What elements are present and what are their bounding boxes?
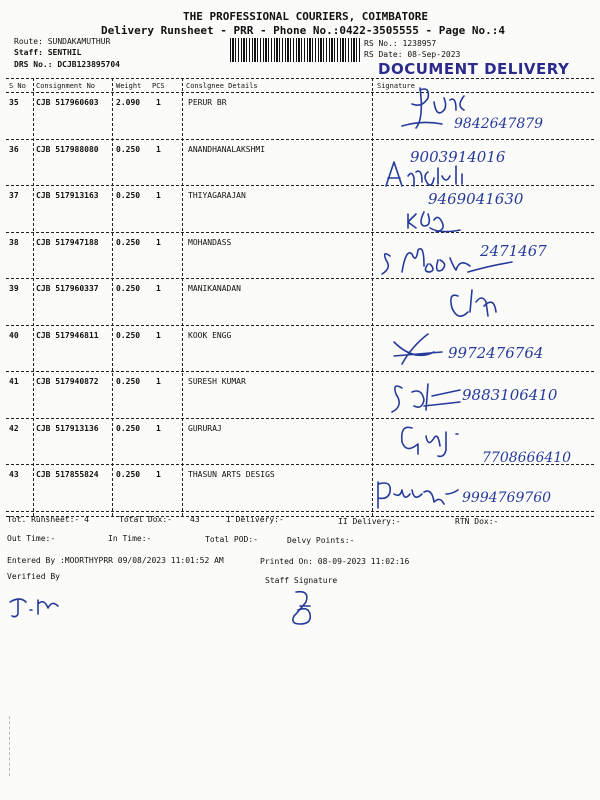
out-time: Out Time:- [7, 534, 56, 543]
row-consignment-no: CJB 517988080 [36, 144, 99, 154]
svg-text:9003914016: 9003914016 [410, 148, 506, 166]
row-pcs: 1 [156, 330, 161, 340]
row-pcs: 1 [156, 423, 161, 433]
document-delivery-stamp: DOCUMENT DELIVERY [378, 60, 570, 78]
i-delivery: I Delivery:- [226, 515, 284, 524]
col-header-signature: Signature [377, 82, 415, 90]
rs-date: RS Date: 08-Sep-2023 [364, 50, 461, 59]
row-sno: 39 [9, 284, 19, 293]
svg-text:2471467: 2471467 [480, 242, 547, 260]
col-separator [33, 78, 34, 516]
row-consignee: THIYAGARAJAN [188, 191, 246, 200]
row-consignee: KOOK ENGG [188, 330, 232, 340]
total-dox-value: 43 [190, 515, 200, 524]
col-header-sno: S No [9, 82, 26, 90]
row-weight: 0.250 [116, 470, 141, 479]
svg-text:9972476764: 9972476764 [448, 344, 544, 362]
table-top-rule [6, 78, 594, 79]
col-header-pcs: PCS [152, 82, 165, 90]
total-pod: Total POD:- [205, 535, 258, 544]
row-sno: 38 [9, 237, 19, 247]
row-weight: 0.250 [116, 284, 141, 293]
staff-signature [286, 588, 326, 628]
row-pcs: 1 [156, 377, 161, 386]
row-sno: 37 [9, 191, 19, 200]
row-consignment-no: CJB 517940872 [36, 377, 99, 386]
row-consignee: PERUR BR [188, 98, 227, 107]
ii-delivery: II Delivery:- [338, 517, 401, 526]
total-dox-label: Total Dox:- [119, 515, 172, 524]
row-weight: 2.090 [116, 98, 141, 107]
row-weight: 0.250 [116, 144, 141, 154]
row-consignment-no: CJB 517947188 [36, 237, 99, 247]
row-consignment-no: CJB 517960337 [36, 284, 99, 293]
row-consignee: THASUN ARTS DESIGS [188, 470, 275, 479]
handwritten-signatures [372, 80, 596, 520]
row-consignment-no: CJB 517855824 [36, 470, 99, 479]
row-pcs: 1 [156, 191, 161, 200]
col-header-consignee: Conslgnee Details [186, 82, 258, 90]
row-sno: 36 [9, 144, 19, 154]
row-pcs: 1 [156, 284, 161, 293]
svg-text:9469041630: 9469041630 [428, 190, 524, 208]
rs-number: RS No.: 1238957 [364, 39, 437, 48]
row-weight: 0.250 [116, 237, 141, 247]
tot-runsheet: Tot. Runsheet:- 4 [7, 515, 89, 524]
row-pcs: 1 [156, 237, 161, 247]
row-weight: 0.250 [116, 330, 141, 340]
in-time: In Time:- [108, 534, 152, 543]
row-weight: 0.250 [116, 423, 141, 433]
delvy-points: Delvy Points:- [287, 536, 355, 545]
row-consignment-no: CJB 517913163 [36, 191, 99, 200]
col-header-weight: Weight [116, 82, 142, 90]
row-pcs: 1 [156, 470, 161, 479]
row-sno: 35 [9, 98, 19, 107]
row-weight: 0.250 [116, 377, 141, 386]
route-label: Route: SUNDAKAMUTHUR [14, 37, 111, 46]
col-header-consignment: Consignment No [36, 82, 96, 90]
col-separator [112, 78, 113, 516]
runsheet-title: Delivery Runsheet - PRR - Phone No.:0422-3505555 - Page No.:4 [101, 24, 505, 37]
row-consignment-no: CJB 517913136 [36, 423, 99, 433]
staff-signature-label: Staff Signature [265, 576, 338, 585]
row-pcs: 1 [156, 98, 161, 107]
rtn-dox: RTN Dox:- [455, 517, 499, 526]
row-weight: 0.250 [116, 191, 141, 200]
entered-by: Entered By :MOORTHYPRR 09/08/2023 11:01:52 AM [7, 556, 224, 565]
svg-text:7708666410: 7708666410 [482, 450, 572, 466]
printed-on: Printed On: 08-09-2023 11:02:16 [260, 557, 410, 566]
svg-text:9994769760: 9994769760 [462, 490, 552, 506]
row-consignee: SURESH KUMAR [188, 377, 246, 386]
row-consignment-no: CJB 517946811 [36, 330, 99, 340]
verified-by-label: Verified By [7, 572, 60, 581]
margin-mark [9, 716, 10, 776]
verified-by-signature [6, 590, 66, 620]
svg-text:9842647879: 9842647879 [454, 116, 544, 132]
row-sno: 42 [9, 423, 19, 433]
company-name: THE PROFESSIONAL COURIERS, COIMBATORE [183, 10, 429, 23]
barcode [230, 38, 362, 62]
col-separator [182, 78, 183, 516]
staff-label: Staff: SENTHIL [14, 48, 82, 57]
row-sno: 40 [9, 330, 19, 340]
row-consignment-no: CJB 517960603 [36, 98, 99, 107]
row-sno: 43 [9, 470, 19, 479]
footer-rule [6, 516, 594, 517]
row-consignee: MANIKANADAN [188, 284, 241, 293]
row-consignee: MOHANDASS [188, 237, 232, 247]
row-pcs: 1 [156, 144, 161, 154]
row-sno: 41 [9, 377, 19, 386]
svg-text:9883106410: 9883106410 [462, 386, 558, 404]
row-consignee: GURURAJ [188, 423, 222, 433]
row-consignee: ANANDHANALAKSHMI [188, 144, 266, 154]
drs-number: DRS No.: DCJB123895704 [14, 60, 120, 69]
